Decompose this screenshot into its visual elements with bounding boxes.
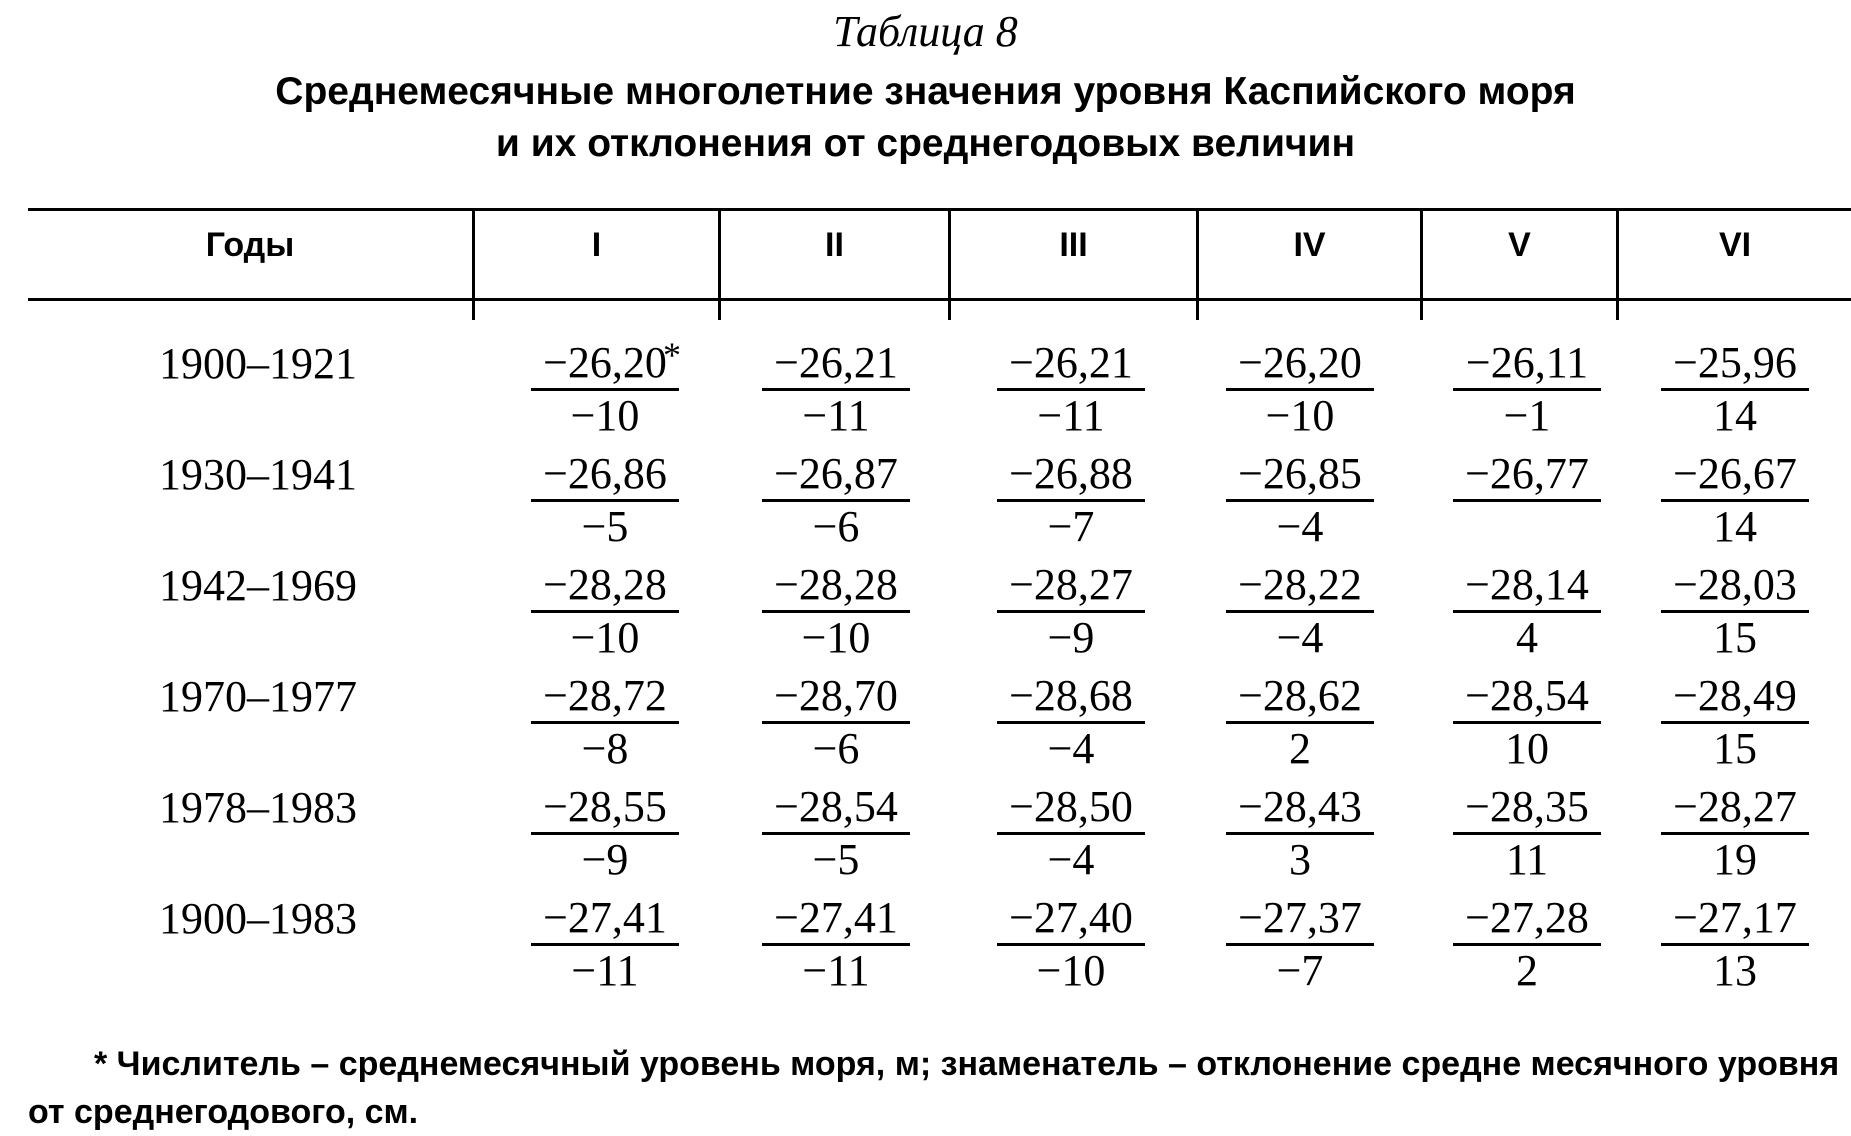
table-cell [976,893,1166,996]
cell-numerator [1226,671,1374,724]
cell-denominator: −9 [581,835,629,884]
cell-denominator: 10 [1505,724,1549,773]
cell-denominator: 15 [1713,613,1757,662]
table-cell [1640,449,1830,552]
cell-numerator [1661,449,1809,502]
table-cell [1640,782,1830,885]
cell-numerator [997,782,1145,835]
cell-denominator: −8 [581,724,629,773]
numerator-value: −28,27 [1673,782,1797,831]
numerator-value: −27,40 [1009,893,1133,942]
numerator-value: −28,22 [1238,560,1362,609]
table-title-line-1: Среднемесячные многолетние значения уровня Каспийского моря [275,70,1576,113]
cell-denominator: −10 [801,613,871,662]
table-cell [741,671,931,774]
table-cell [1205,671,1395,774]
table-cell [976,560,1166,663]
column-header-month-3: III [1059,226,1088,264]
numerator-value: −26,87 [774,449,898,498]
cell-denominator: −7 [1047,502,1095,551]
cell-numerator [531,335,681,391]
cell-numerator [531,782,679,835]
cell-numerator [1661,560,1809,613]
cell-numerator [1226,560,1374,613]
table-cell [1432,782,1622,885]
numerator-value: −28,49 [1673,671,1797,720]
row-years: 1970–1977 [159,672,357,721]
cell-denominator: 15 [1713,724,1757,773]
cell-denominator: −7 [1276,946,1324,995]
table-cell [510,560,700,663]
table-cell [976,671,1166,774]
table-cell [510,335,700,441]
numerator-value: −25,96 [1673,338,1797,387]
numerator-value: −28,14 [1465,560,1589,609]
cell-numerator [1453,893,1601,946]
numerator-value: −28,55 [543,782,667,831]
cell-numerator [997,671,1145,724]
cell-numerator [762,782,910,835]
cell-numerator [1661,671,1809,724]
numerator-value: −28,54 [774,782,898,831]
table-cell [1640,893,1830,996]
table-title-line-2: и их отклонения от среднегодовых величин [495,122,1356,165]
table-caption: Таблица 8 [833,7,1018,56]
table-cell [1432,893,1622,996]
numerator-value: −28,68 [1009,671,1133,720]
cell-denominator: −11 [802,391,870,440]
cell-numerator [762,671,910,724]
table-cell [1640,560,1830,663]
table-cell [1432,671,1622,774]
cell-numerator [1453,338,1601,391]
numerator-value: −28,28 [543,560,667,609]
table-cell [1205,893,1395,996]
table-cell [510,449,700,552]
cell-denominator: 14 [1713,391,1757,440]
cell-numerator [1226,449,1374,502]
cell-denominator: −6 [812,502,860,551]
cell-denominator: −4 [1047,835,1095,884]
row-years: 1978–1983 [159,783,357,832]
numerator-value: −26,21 [774,338,898,387]
table-cell [510,671,700,774]
cell-denominator: −10 [570,613,640,662]
table-cell [1205,449,1395,552]
cell-denominator: 14 [1713,502,1757,551]
cell-denominator: 3 [1289,835,1311,884]
cell-numerator [997,560,1145,613]
numerator-value: −27,41 [543,893,667,942]
cell-numerator [1226,893,1374,946]
table-cell [1432,560,1622,663]
table-cell [976,338,1166,441]
cell-denominator: −10 [570,391,640,440]
table-header-rule [28,298,1851,301]
row-years: 1930–1941 [159,450,357,499]
numerator-value: −28,70 [774,671,898,720]
cell-denominator: −9 [1047,613,1095,662]
table-cell [741,338,931,441]
table-cell [1432,449,1622,502]
cell-denominator: −5 [581,502,629,551]
table-cell [510,782,700,885]
column-header-years: Годы [205,226,295,264]
numerator-value: −26,85 [1238,449,1362,498]
numerator-value: −28,43 [1238,782,1362,831]
cell-denominator: −10 [1265,391,1335,440]
table-cell [1640,671,1830,774]
cell-numerator [531,671,679,724]
table-cell [741,893,931,996]
cell-numerator [762,449,910,502]
numerator-value: −28,50 [1009,782,1133,831]
cell-denominator: 2 [1516,946,1538,995]
cell-numerator [1661,338,1809,391]
cell-numerator [762,338,910,391]
numerator-value: −26,11 [1465,338,1589,387]
cell-denominator: 2 [1289,724,1311,773]
cell-numerator [1453,449,1601,502]
cell-denominator: 19 [1713,835,1757,884]
table-cell [1205,782,1395,885]
numerator-value: −27,37 [1238,893,1362,942]
table-cell [1432,338,1622,441]
cell-denominator: −1 [1503,391,1551,440]
numerator-value: −27,28 [1465,893,1589,942]
numerator-value: −26,20 [543,338,667,387]
cell-numerator [762,560,910,613]
table-cell [741,782,931,885]
numerator-value: −26,20 [1238,338,1362,387]
cell-denominator: 13 [1713,946,1757,995]
cell-numerator [997,893,1145,946]
table-cell [741,449,931,552]
footnote: * Числитель – среднемесячный уровень моря, м; знаменатель – отклонение средне месячного уровня от среднегодового, см. [28,1045,1840,1131]
numerator-value: −28,03 [1673,560,1797,609]
numerator-value: −26,86 [543,449,667,498]
cell-denominator: −11 [1037,391,1105,440]
cell-denominator: −10 [1036,946,1106,995]
cell-numerator [762,893,910,946]
cell-denominator: −4 [1047,724,1095,773]
cell-denominator: −11 [571,946,639,995]
footnote-marker: * [663,335,681,375]
row-years: 1900–1983 [159,894,357,943]
cell-denominator: −5 [812,835,860,884]
numerator-value: −27,17 [1673,893,1797,942]
numerator-value: −28,62 [1238,671,1362,720]
cell-numerator [1661,893,1809,946]
cell-denominator: 4 [1516,613,1538,662]
numerator-value: −26,77 [1465,449,1589,498]
cell-denominator: −6 [812,724,860,773]
column-header-month-4: IV [1293,226,1326,264]
table-cell [976,449,1166,552]
cell-numerator [1453,782,1601,835]
numerator-value: −26,67 [1673,449,1797,498]
cell-numerator [1226,338,1374,391]
cell-denominator: −11 [802,946,870,995]
cell-numerator [1226,782,1374,835]
table-cell [741,560,931,663]
cell-numerator [997,449,1145,502]
cell-denominator: −4 [1276,613,1324,662]
table-top-rule [28,208,1851,211]
cell-denominator: −4 [1276,502,1324,551]
column-header-month-5: V [1508,226,1531,264]
cell-numerator [997,338,1145,391]
numerator-value: −28,72 [543,671,667,720]
table-cell [1205,338,1395,441]
row-years: 1900–1921 [159,339,357,388]
cell-numerator [531,893,679,946]
numerator-value: −28,35 [1465,782,1589,831]
column-header-month-1: I [591,226,602,264]
table-cell [976,782,1166,885]
cell-numerator [531,449,679,502]
cell-numerator [531,560,679,613]
numerator-value: −27,41 [774,893,898,942]
cell-denominator: 11 [1505,835,1549,884]
numerator-value: −26,88 [1009,449,1133,498]
numerator-value: −26,21 [1009,338,1133,387]
numerator-value: −28,54 [1465,671,1589,720]
cell-numerator [1453,671,1601,724]
column-header-month-6: VI [1718,226,1752,264]
numerator-value: −28,27 [1009,560,1133,609]
table-cell [1640,338,1830,441]
table-cell [510,893,700,996]
numerator-value: −28,28 [774,560,898,609]
cell-numerator [1661,782,1809,835]
cell-numerator [1453,560,1601,613]
column-header-month-2: II [825,226,844,264]
table-cell [1205,560,1395,663]
row-years: 1942–1969 [159,561,357,610]
